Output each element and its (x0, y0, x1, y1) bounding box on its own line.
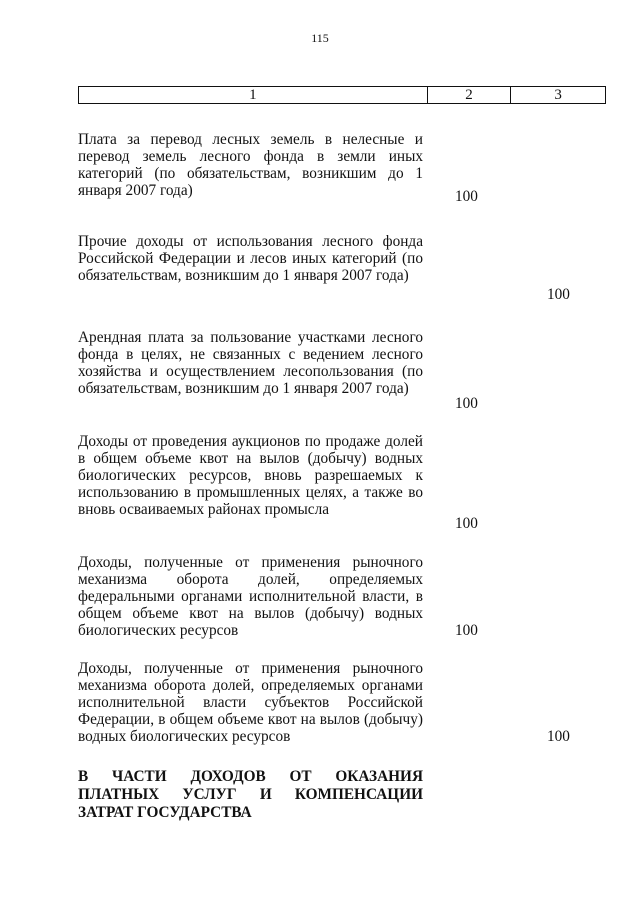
entry-description: Доходы от проведения аукционов по продаже долей в общем объеме квот на вылов (добычу) водных биологических ресурсов, вновь разрешаемых к использованию в промышленных целях, а также во вновь осваиваемых районах промысла (78, 433, 423, 518)
column-header-1: 1 (79, 87, 428, 104)
column-header-table (78, 86, 606, 104)
column-header-2: 2 (427, 87, 511, 104)
entry-description: Арендная плата за пользование участками лесного фонда в целях, не связанных с ведением лесного хозяйства и осуществлением лесопользования (по обязательствам, возникшим до 1 января 2007 года) (78, 329, 423, 397)
column-header-3: 3 (511, 87, 606, 104)
entry-description: Плата за перевод лесных земель в нелесные и перевод земель лесного фонда в земли иных категорий (по обязательствам, возникшим до 1 января 2007 года) (78, 131, 423, 199)
entry-description: Доходы, полученные от применения рыночного механизма оборота долей, определяемых федеральными органами исполнительной власти, в общем объеме квот на вылов (добычу) водных биологических ресурсов (78, 554, 423, 639)
entry-value-col2: 100 (455, 622, 478, 639)
entry-description: Прочие доходы от использования лесного фонда Российской Федерации и лесов иных категорий (по обязательствам, возникшим до 1 января 2007 года) (78, 233, 423, 284)
entry-value-col2: 100 (455, 188, 478, 205)
entry-value-col3: 100 (547, 286, 570, 303)
section-heading: В ЧАСТИ ДОХОДОВ ОТ ОКАЗАНИЯ ПЛАТНЫХ УСЛУГ И КОМПЕНСАЦИИ ЗАТРАТ ГОСУДАРСТВА (78, 768, 423, 821)
entry-value-col2: 100 (455, 515, 478, 532)
entry-value-col2: 100 (455, 395, 478, 412)
entry-description: Доходы, полученные от применения рыночного механизма оборота долей, определяемых органами исполнительной власти субъектов Российской Федерации, в общем объеме квот на вылов (добычу) водных биологических ресурсов (78, 660, 423, 745)
page-number: 115 (311, 31, 329, 45)
entry-value-col3: 100 (547, 728, 570, 745)
